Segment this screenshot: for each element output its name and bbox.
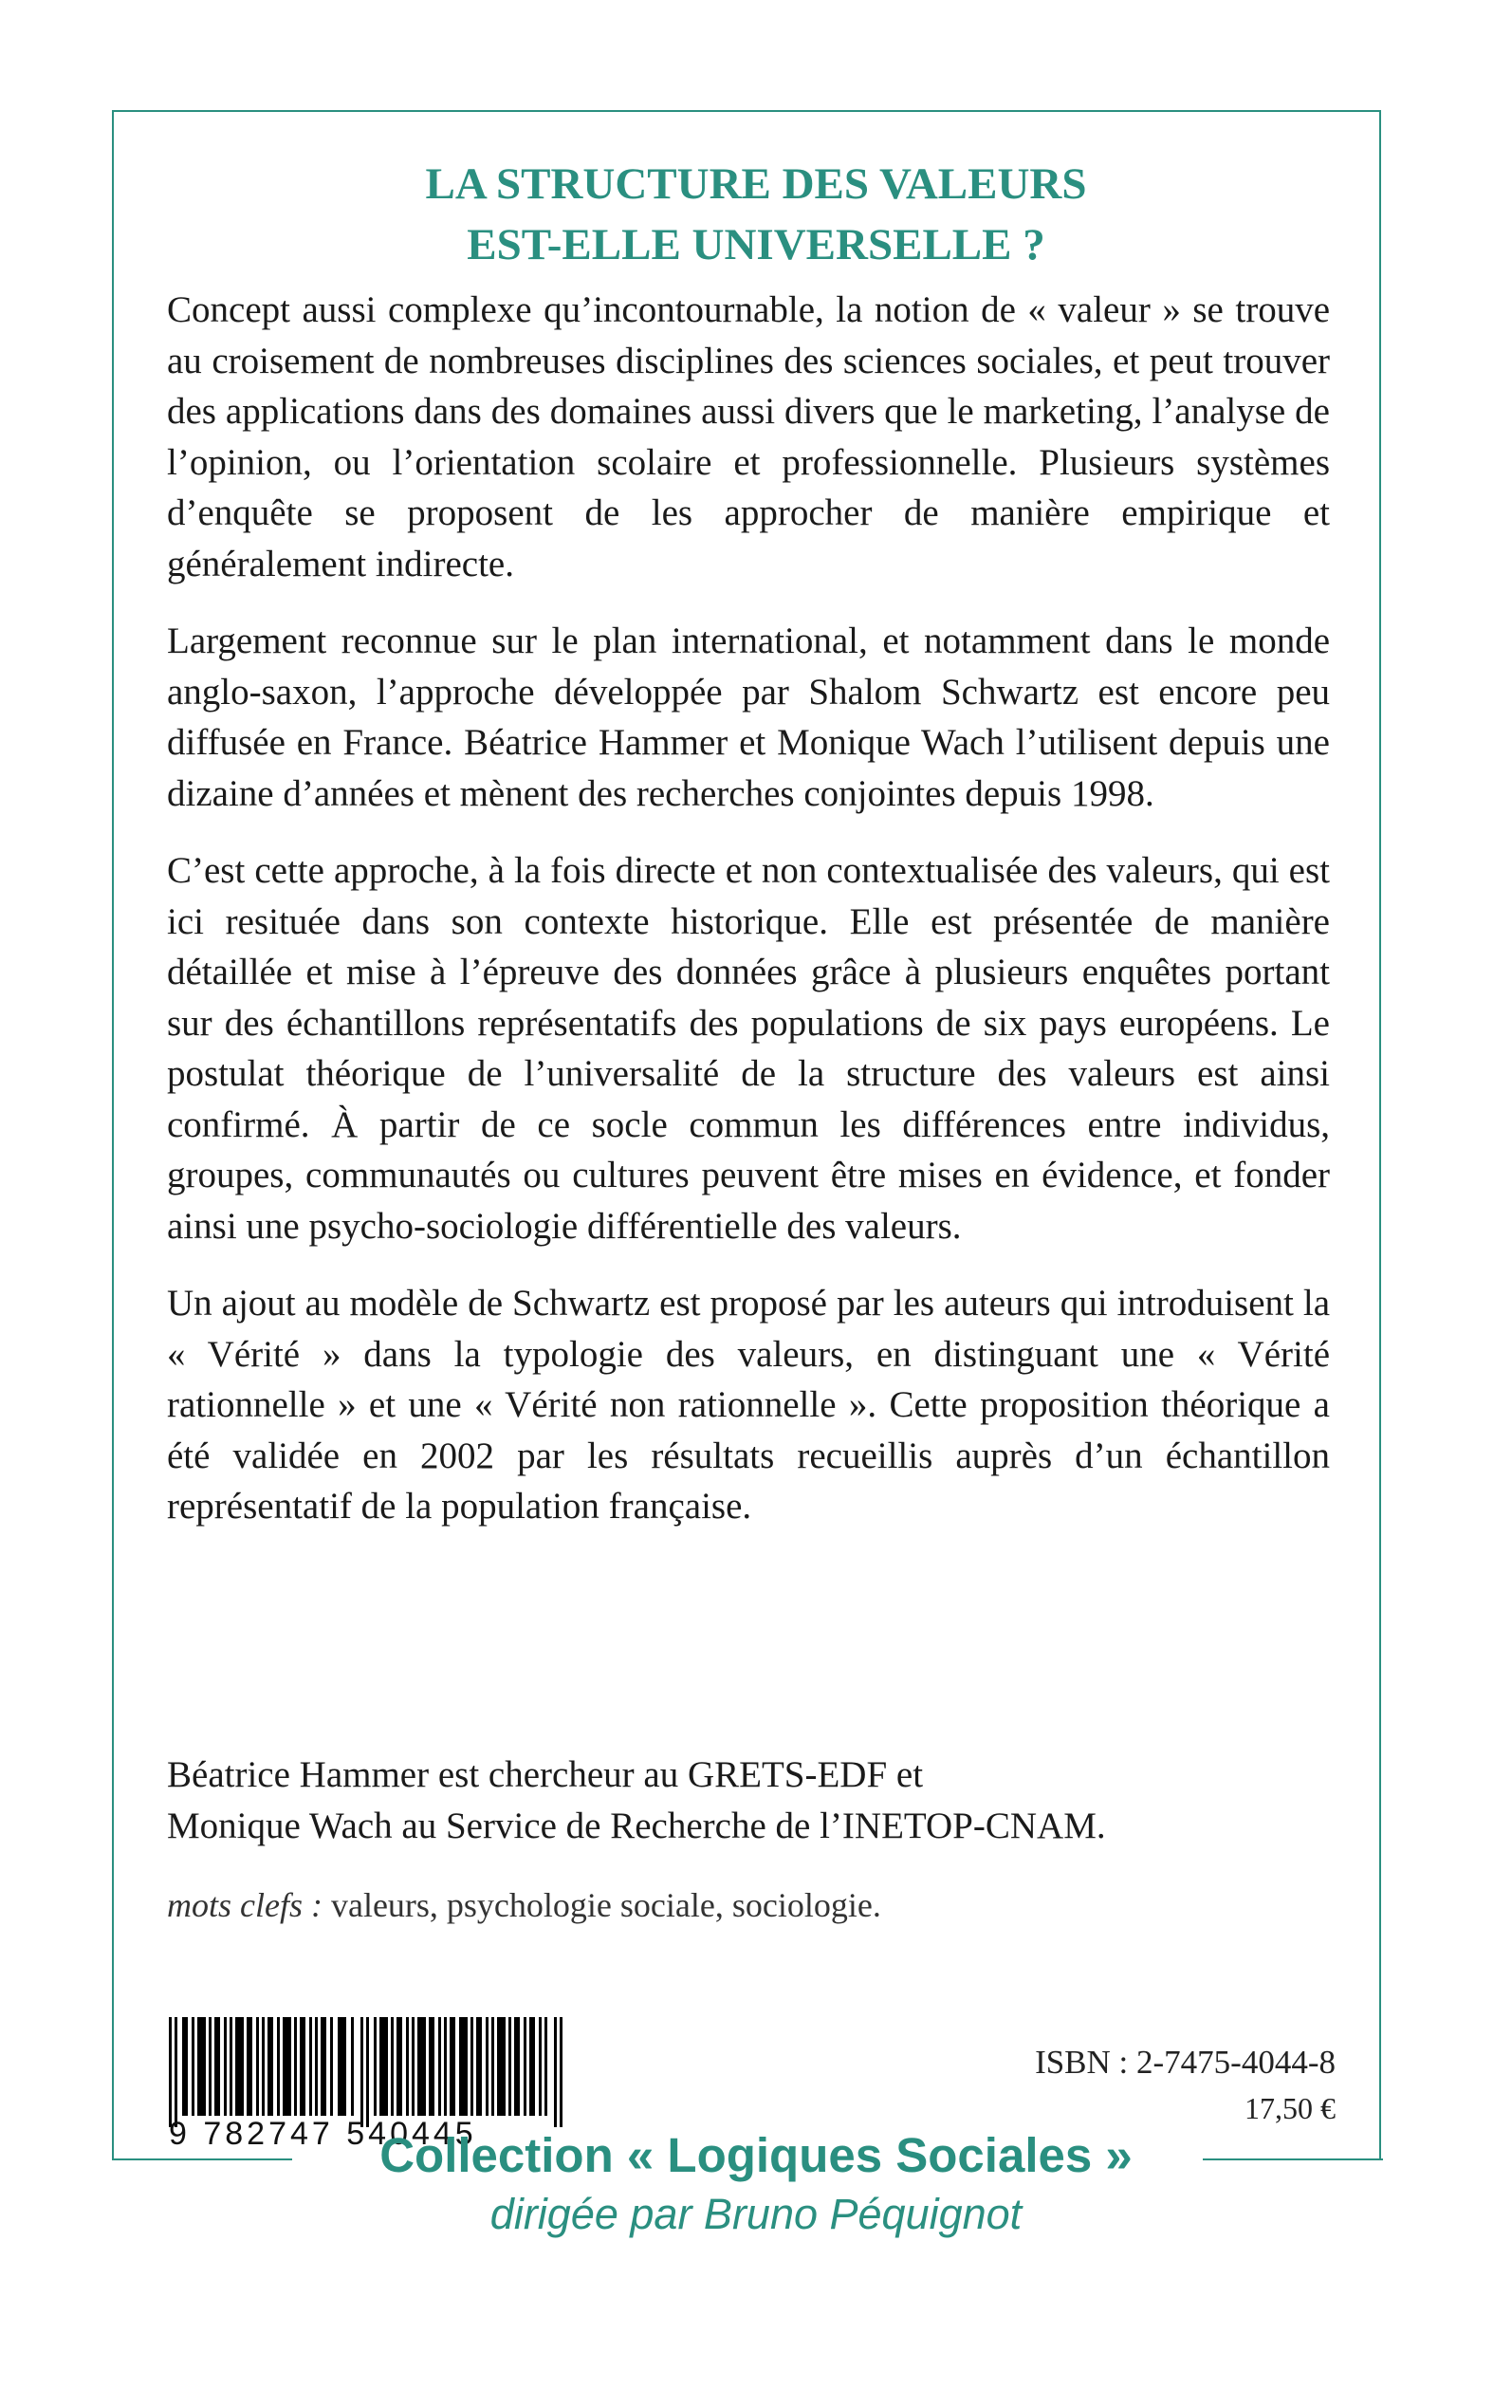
book-title-line1: LA STRUCTURE DES VALEURS (425, 159, 1087, 209)
price: 17,50 € (1245, 2091, 1336, 2125)
keywords (167, 1882, 881, 1928)
authors-line2: Monique Wach au Service de Recherche de l’INETOP-CNAM. (167, 1805, 1106, 1846)
summary-paragraph-2: Largement reconnue sur le plan international, et notamment dans le monde anglo-saxon, l’approche développée par Shalom Schwartz est encore peu diffusée en France. Béatrice Hammer et Monique Wach l’utilisent depuis une dizaine d’années et mènent des recherches conjointes depuis 1998. (167, 621, 1330, 814)
collection-name: Collection « Logiques Sociales » (379, 2128, 1133, 2182)
keywords-value: valeurs, psychologie sociale, sociologie. (330, 1886, 881, 1924)
isbn: ISBN : 2-7475-4044-8 (1035, 2044, 1336, 2081)
book-title-line2: EST-ELLE UNIVERSELLE ? (467, 220, 1045, 269)
summary (167, 285, 1330, 1559)
book-title (0, 154, 1512, 275)
keywords-label: mots clefs : (167, 1886, 323, 1924)
authors-note (167, 1750, 1353, 1851)
barcode-image (169, 2017, 565, 2127)
authors-line1: Béatrice Hammer est chercheur au GRETS-EDF et (167, 1754, 924, 1795)
collection-director: dirigée par Bruno Péquignot (489, 2190, 1023, 2238)
summary-paragraph-1: Concept aussi complexe qu’incontournable, la notion de « valeur » se trouve au croisement de nombreuses disciplines des sciences sociales, et peut trouver des applications dans des domaines aussi divers que le marketing, l’analyse de l’opinion, ou l’orientation scolaire et professionnelle. Plusieurs systèmes d’enquête se proposent de les approcher de manière empirique et généralement indirecte. (167, 289, 1330, 584)
barcode-digits: 9 782747 540445 (169, 2116, 477, 2152)
summary-paragraph-3: C’est cette approche, à la fois directe et non contextualisée des valeurs, qui est ici resituée dans son contexte historique. Elle est présentée de manière détaillée et mise à l’épreuve des données grâce à plusieurs enquêtes portant sur des échantillons représentatifs des populations de six pays européens. Le postulat théorique de l’universalité de la structure des valeurs est ainsi confirmé. À partir de ce socle commun les différences entre individus, groupes, communautés ou cultures peuvent être mises en évidence, et fonder ainsi une psycho-sociologie différentielle des valeurs. (167, 850, 1330, 1247)
summary-paragraph-4: Un ajout au modèle de Schwartz est proposé par les auteurs qui introduisent la « Vérité » dans la typologie des valeurs, en distinguant une « Vérité rationnelle » et une « Vérité non rationnelle ». Cette proposition théorique a été validée en 2002 par les résultats recueillis auprès d’un échantillon représentatif de la population française. (167, 1283, 1330, 1527)
